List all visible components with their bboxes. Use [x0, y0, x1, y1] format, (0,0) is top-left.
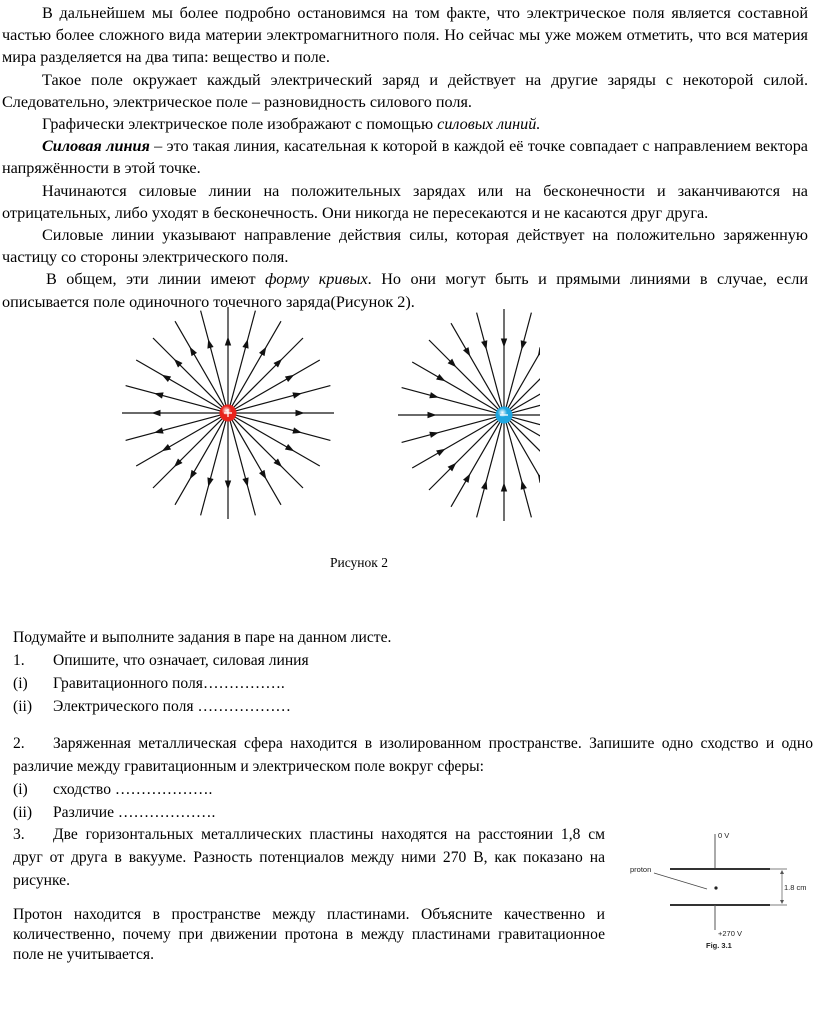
field-line [153, 419, 222, 488]
question-3-proton: Протон находится в пространстве между пластинами. Объясните качественно и количественно, почему при движении протона в между пластинами гравитационное поле не учитывается. [13, 906, 605, 963]
field-line [412, 362, 497, 411]
field-line [136, 360, 221, 409]
question-number: (ii) [13, 698, 33, 715]
question-1-ii [13, 695, 813, 718]
field-arrow [463, 474, 470, 483]
question-number: 2. [13, 735, 25, 752]
field-arrow [154, 427, 164, 433]
field-arrow [190, 347, 197, 356]
positive-charge-field [122, 307, 334, 519]
bold-term: Силовая линия [42, 137, 150, 156]
dim-arrow-up [780, 870, 784, 874]
text-run: В общем, эти линии имеют [46, 270, 266, 289]
distance-label: 1.8 cm [784, 883, 807, 892]
article-text [2, 2, 808, 313]
field-arrow [207, 477, 213, 487]
field-line [235, 417, 320, 466]
field-line [451, 323, 500, 408]
field-arrow [538, 474, 540, 483]
field-line [477, 423, 502, 518]
field-line [126, 386, 221, 411]
field-line [175, 420, 224, 505]
field-line [477, 313, 502, 408]
field-line [201, 421, 226, 516]
field-arrow [501, 339, 507, 348]
question-1-i [13, 672, 813, 695]
paragraph-field-definition: Такое поле окружает каждый электрический заряд и действует на другие заряды с некоторой силой. Следовательно, электрическое поле – разновидность силового поля. [2, 70, 808, 111]
field-line [235, 360, 320, 409]
field-arrow [436, 449, 445, 456]
field-arrow [259, 347, 266, 356]
paragraph-force-direction: Силовые линии указывают направление действия силы, которая действует на положительно заряженную частицу со стороны электрического поля. [2, 226, 808, 267]
field-arrow [285, 444, 294, 451]
question-number: (ii) [13, 804, 33, 821]
question-3 [13, 823, 605, 892]
text-run: Графически электрическое поле изображают с помощью [42, 115, 438, 134]
text-run: – это такая линия, касательная к которой в каждой её точке совпадает с направлением вектора напряжённости в этой точке. [2, 137, 808, 178]
question-text: Две горизонтальных металлических пластины находятся на расстоянии 1,8 см друг от друга в вакууме. Разность потенциалов между ними 270 В, как показано на рисунке. [13, 826, 605, 889]
proton-dot [714, 886, 717, 889]
top-voltage-label: 0 V [718, 831, 730, 840]
proton-pointer [654, 873, 707, 889]
paragraph-field-line-definition [2, 135, 808, 179]
field-arrow [207, 339, 213, 349]
field-arrow [154, 392, 164, 398]
field-line [512, 417, 540, 442]
field-line [412, 419, 497, 468]
answer-line: сходство ………………. [53, 781, 213, 798]
field-arrow [429, 432, 439, 438]
field-arrow [292, 392, 302, 398]
question-number: 3. [13, 826, 25, 843]
field-arrow [225, 337, 231, 346]
question-number: (i) [13, 675, 28, 692]
field-line [153, 338, 222, 407]
question-text: Заряженная металлическая сфера находится в изолированном пространстве. Запишите одно сходство и одно различие между гравитационным и электрическом поле вокруг сферы: [13, 735, 813, 775]
plates-diagram [620, 826, 810, 956]
tasks-section [13, 626, 813, 824]
field-line [402, 388, 497, 413]
paragraph-field-lines-intro [2, 113, 808, 135]
answer-line: Гравитационного поля……………. [53, 675, 285, 692]
field-arrow [501, 483, 507, 492]
tasks-intro: Подумайте и выполните задания в паре на данном листе. [13, 629, 392, 646]
field-line [236, 386, 331, 411]
question-number: (i) [13, 781, 28, 798]
question-1 [13, 649, 813, 672]
field-line [230, 311, 255, 406]
field-line [232, 420, 281, 505]
field-line [451, 422, 500, 507]
question-number: 1. [13, 652, 25, 669]
negative-charge-field [398, 309, 540, 521]
field-lines-figure [120, 305, 540, 535]
field-line [506, 423, 531, 518]
field-arrow [162, 375, 171, 382]
field-line [512, 388, 540, 413]
field-arrow [292, 427, 302, 433]
question-2-i [13, 778, 813, 801]
field-arrow [481, 340, 487, 350]
field-line [234, 419, 303, 488]
text-run: . Но они могут быть и прямыми линиями в случае, если описывается поле одиночного точечного заряда(Рисунок 2). [2, 270, 808, 311]
field-arrow [481, 480, 487, 490]
field-line [175, 321, 224, 406]
field-arrow [259, 470, 266, 479]
field-arrow [463, 347, 470, 356]
question-text: Опишите, что означает, силовая линия [53, 652, 309, 669]
field-line [236, 415, 331, 440]
answer-line: Различие ………………. [53, 804, 216, 821]
question-2-ii [13, 801, 813, 824]
field-line [402, 417, 497, 442]
field-line [201, 311, 226, 406]
field-arrow [162, 444, 171, 451]
paragraph-matter-types: В дальнейшем мы более подробно остановимся на том факте, что электрическое поля является составной частью более сложного вида материи электромагнитного поля. Но сейчас мы уже можем отметить, что вся материя мира разделяется на два типа: вещество и поле. [2, 4, 808, 67]
field-line [234, 338, 303, 407]
field-arrow [242, 477, 248, 487]
figure-caption: Рисунок 2 [330, 555, 388, 570]
field-arrow [428, 412, 437, 418]
field-line [230, 421, 255, 516]
figure-number-label: Fig. 3.1 [706, 941, 732, 950]
field-arrow [225, 481, 231, 490]
italic-term: форму кривых [265, 270, 368, 289]
field-arrow [152, 410, 161, 416]
dim-arrow-down [780, 900, 784, 904]
field-arrow [285, 375, 294, 382]
field-arrow [521, 480, 527, 490]
field-line [136, 417, 221, 466]
field-arrow [538, 347, 540, 356]
question-2 [13, 732, 813, 778]
bottom-voltage-label: +270 V [718, 929, 742, 938]
field-arrow [436, 374, 445, 381]
field-arrow [190, 470, 197, 479]
answer-line: Электрического поля ……………… [53, 698, 292, 715]
field-arrow [242, 339, 248, 349]
field-line [126, 415, 221, 440]
field-arrow [521, 340, 527, 350]
paragraph-lines-origin: Начинаются силовые линии на положительных зарядах или на бесконечности и заканчиваются на отрицательных, либо уходят в бесконечность. Они никогда не пересекаются и не касаются друг друга. [2, 181, 808, 222]
field-arrow [296, 410, 305, 416]
field-line [232, 321, 281, 406]
field-line [506, 313, 531, 408]
proton-label: proton [630, 865, 652, 874]
field-arrow [429, 392, 439, 398]
italic-term: силовых линий. [437, 115, 541, 134]
